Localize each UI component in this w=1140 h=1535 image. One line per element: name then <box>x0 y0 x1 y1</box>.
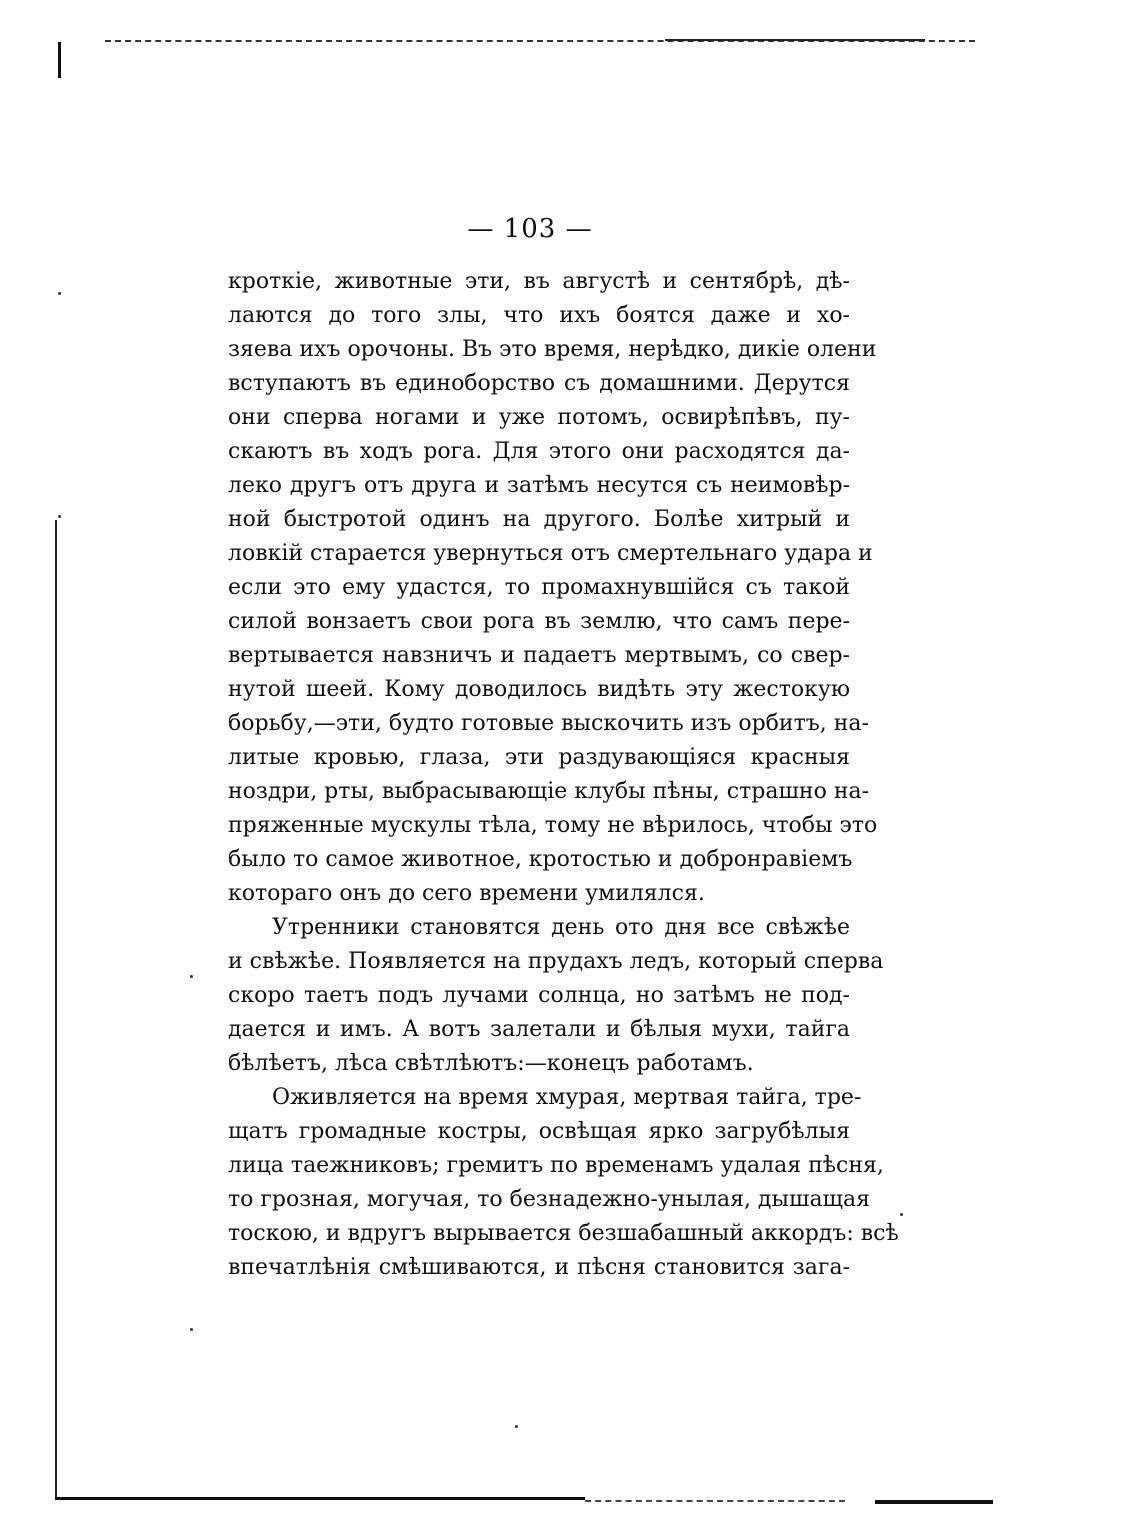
scan-bottom-rule-right <box>875 1500 993 1504</box>
text-line: нутой шеей. Кому доводилось видѣть эту жестокую <box>228 677 850 702</box>
text-line: литые кровью, глаза, эти раздувающіяся красныя <box>228 745 850 770</box>
scan-top-rule-solid <box>665 39 925 41</box>
page-body-text <box>228 265 899 1285</box>
scan-left-mark <box>58 42 61 78</box>
paragraph <box>228 1081 899 1285</box>
paragraph <box>228 265 878 911</box>
scan-speck <box>190 1328 193 1331</box>
scan-bottom-rule-dashed <box>585 1500 845 1502</box>
text-line: леко другъ отъ друга и затѣмъ несутся съ неимовѣр- <box>228 473 850 498</box>
text-line: кроткіе, животные эти, въ августѣ и сентябрѣ, дѣ- <box>228 269 850 294</box>
paragraph <box>228 911 884 1081</box>
text-line: бѣлѣетъ, лѣса свѣтлѣютъ:—конецъ работамъ. <box>228 1051 754 1076</box>
text-line: вступаютъ въ единоборство съ домашними. Дерутся <box>228 371 850 396</box>
page-number: — 103 — <box>467 214 593 244</box>
text-line: то грозная, могучая, то безнадежно-унылая, дышащая <box>228 1187 871 1212</box>
scan-speck <box>900 1213 903 1216</box>
text-line: впечатлѣнія смѣшиваются, и пѣсня становится зага- <box>228 1255 850 1280</box>
scan-speck <box>58 515 61 518</box>
text-line: ной быстротой одинъ на другого. Болѣе хитрый и <box>228 507 850 532</box>
text-line: и свѣжѣе. Появляется на прудахъ ледъ, который сперва <box>228 949 884 974</box>
text-line: лица таежниковъ; гремитъ по временамъ удалая пѣсня, <box>228 1153 884 1178</box>
text-line: силой вонзаетъ свои рога въ землю, что самъ пере- <box>228 609 850 634</box>
text-line: Оживляется на время хмурая, мертвая тайга, тре- <box>272 1085 862 1110</box>
text-line: ловкій старается увернуться отъ смертельнаго удара и <box>228 541 873 566</box>
text-line: ноздри, рты, выбрасывающіе клубы пѣны, страшно на- <box>228 779 870 804</box>
scan-speck <box>190 975 193 978</box>
text-line: борьбу,—эти, будто готовые выскочить изъ орбитъ, на- <box>228 711 869 736</box>
text-line: если это ему удастся, то промахнувшійся съ такой <box>228 575 850 600</box>
text-line: скоро таетъ подъ лучами солнца, но затѣмъ не под- <box>228 983 850 1008</box>
scan-speck <box>58 292 61 295</box>
text-line: щатъ громадные костры, освѣщая ярко загрубѣлыя <box>228 1119 850 1144</box>
text-line: лаются до того злы, что ихъ боятся даже и хо- <box>228 303 850 328</box>
text-line: Утренники становятся день ото дня все свѣжѣе <box>272 915 850 940</box>
text-line: котораго онъ до сего времени умилялся. <box>228 881 705 906</box>
text-line: вертывается навзничъ и падаетъ мертвымъ, со свер- <box>228 643 850 668</box>
scan-bottom-rule <box>55 1497 585 1500</box>
text-line: скаютъ въ ходъ рога. Для этого они расходятся да- <box>228 439 850 464</box>
text-line: пряженные мускулы тѣла, тому не вѣрилось, чтобы это <box>228 813 878 838</box>
scan-left-edge <box>55 520 57 1500</box>
text-line: тоскою, и вдругъ вырывается безшабашный аккордъ: всѣ <box>228 1221 899 1246</box>
scan-speck <box>515 1425 518 1428</box>
text-line: они сперва ногами и уже потомъ, освирѣпѣвъ, пу- <box>228 405 850 430</box>
text-line: дается и имъ. А вотъ залетали и бѣлыя мухи, тайга <box>228 1017 850 1042</box>
text-line: было то самое животное, кротостью и добронравіемъ <box>228 847 853 872</box>
text-line: зяева ихъ орочоны. Въ это время, нерѣдко, дикіе олени <box>228 337 877 362</box>
